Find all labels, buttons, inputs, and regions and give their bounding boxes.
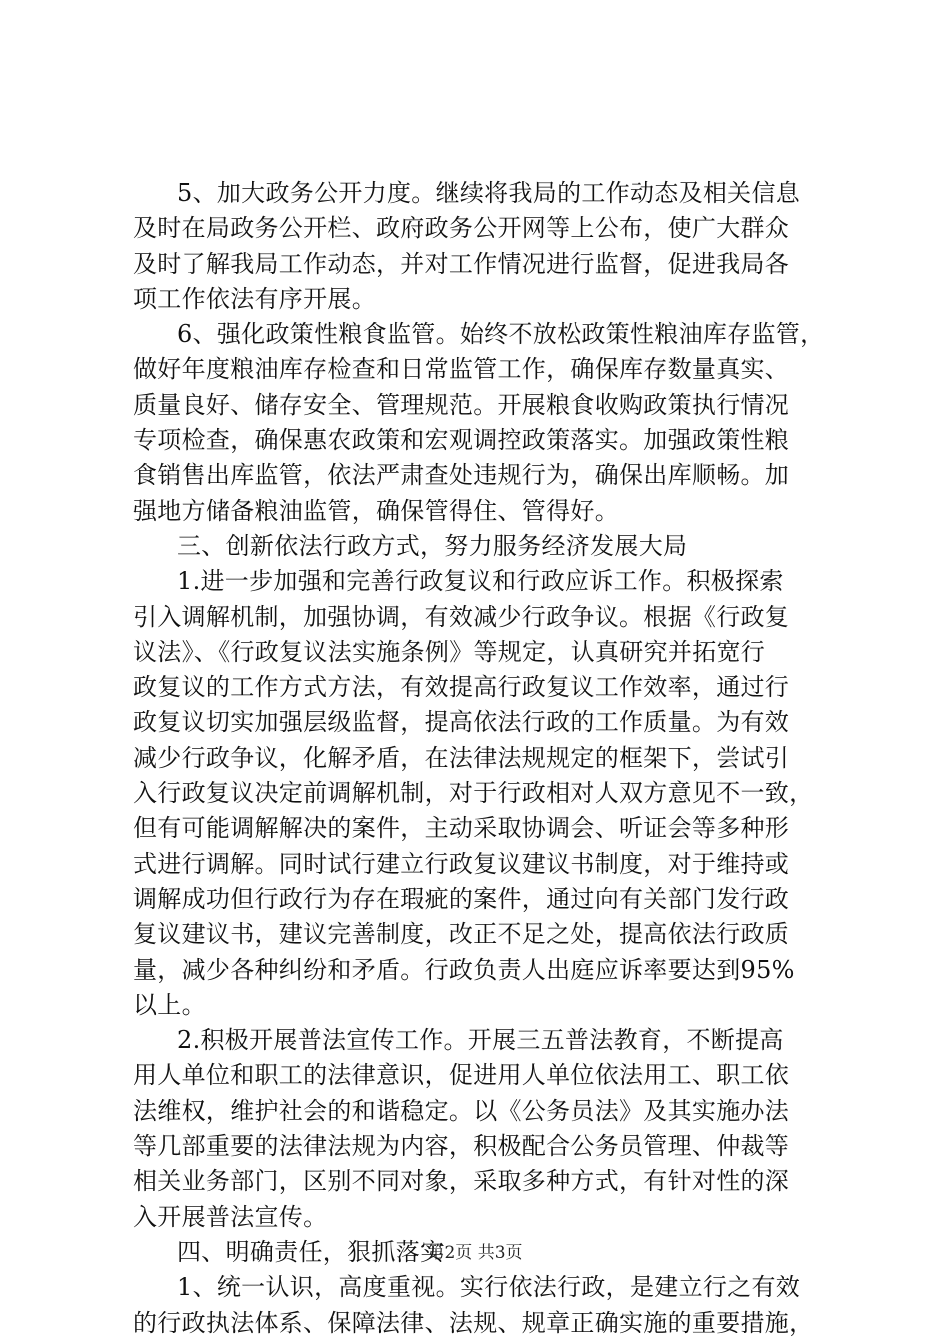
- text-line: 入行政复议决定前调解机制，对于行政相对人双方意见不一致，: [133, 779, 814, 808]
- text-line: 调解成功但行政行为存在瑕疵的案件，通过向有关部门发行政: [133, 884, 790, 913]
- text-line: 1.进一步加强和完善行政复议和行政应诉工作。积极探索: [177, 567, 784, 596]
- text-line: 用人单位和职工的法律意识，促进用人单位依法用工、职工依: [133, 1061, 790, 1090]
- text-line: 三、创新依法行政方式，努力服务经济发展大局: [177, 531, 688, 560]
- text-line: 四、明确责任，狠抓落实: [177, 1237, 445, 1266]
- text-line: 强地方储备粮油监管，确保管得住、管得好。: [133, 496, 619, 525]
- text-line: 入开展普法宣传。: [133, 1202, 328, 1231]
- text-line: 但有可能调解解决的案件，主动采取协调会、听证会等多种形: [133, 814, 790, 843]
- text-line: 等几部重要的法律法规为内容，积极配合公务员管理、仲裁等: [133, 1132, 790, 1161]
- text-line: 式进行调解。同时试行建立行政复议建议书制度，对于维持或: [133, 849, 790, 878]
- text-line: 复议建议书，建议完善制度，改正不足之处，提高依法行政质: [133, 920, 790, 949]
- text-line: 政复议切实加强层级监督，提高依法行政的工作质量。为有效: [133, 708, 790, 737]
- text-line: 1、统一认识，高度重视。实行依法行政，是建立行之有效: [177, 1273, 801, 1302]
- text-line: 专项检查，确保惠农政策和宏观调控政策落实。加强政策性粮: [133, 426, 790, 455]
- page-footer: 第2页 共3页: [427, 1243, 523, 1263]
- text-line: 相关业务部门，区别不同对象，采取多种方式，有针对性的深: [133, 1167, 790, 1196]
- text-line: 引入调解机制，加强协调，有效减少行政争议。根据《行政复: [133, 602, 790, 631]
- text-line: 法维权，维护社会的和谐稳定。以《公务员法》及其实施办法: [133, 1096, 790, 1125]
- document-body: [133, 176, 833, 1341]
- text-line: 减少行政争议，化解矛盾，在法律法规规定的框架下，尝试引: [133, 743, 790, 772]
- text-line: 食销售出库监管，依法严肃查处违规行为，确保出库顺畅。加: [133, 461, 790, 490]
- text-line: 量，减少各种纠纷和矛盾。行政负责人出庭应诉率要达到95%: [133, 955, 795, 984]
- text-line: 及时在局政务公开栏、政府政务公开网等上公布，使广大群众: [133, 214, 790, 243]
- text-line: 及时了解我局工作动态，并对工作情况进行监督，促进我局各: [133, 249, 790, 278]
- text-line: 5、加大政务公开力度。继续将我局的工作动态及相关信息: [177, 179, 801, 207]
- text-line: 质量良好、储存安全、管理规范。开展粮食收购政策执行情况: [133, 390, 790, 419]
- text-line: 2.积极开展普法宣传工作。开展三五普法教育，不断提高: [177, 1026, 784, 1055]
- text-line: 6、强化政策性粮食监管。始终不放松政策性粮油库存监管，: [177, 320, 825, 349]
- text-line: 的行政执法体系、保障法律、法规、规章正确实施的重要措施，: [133, 1308, 814, 1337]
- text-line: 以上。: [133, 990, 206, 1019]
- text-line: 项工作依法有序开展。: [133, 284, 376, 313]
- text-line: 政复议的工作方式方法，有效提高行政复议工作效率，通过行: [133, 673, 790, 702]
- text-line: 议法》、《行政复议法实施条例》等规定，认真研究并拓宽行: [133, 637, 766, 666]
- text-line: 做好年度粮油库存检查和日常监管工作，确保库存数量真实、: [133, 355, 790, 384]
